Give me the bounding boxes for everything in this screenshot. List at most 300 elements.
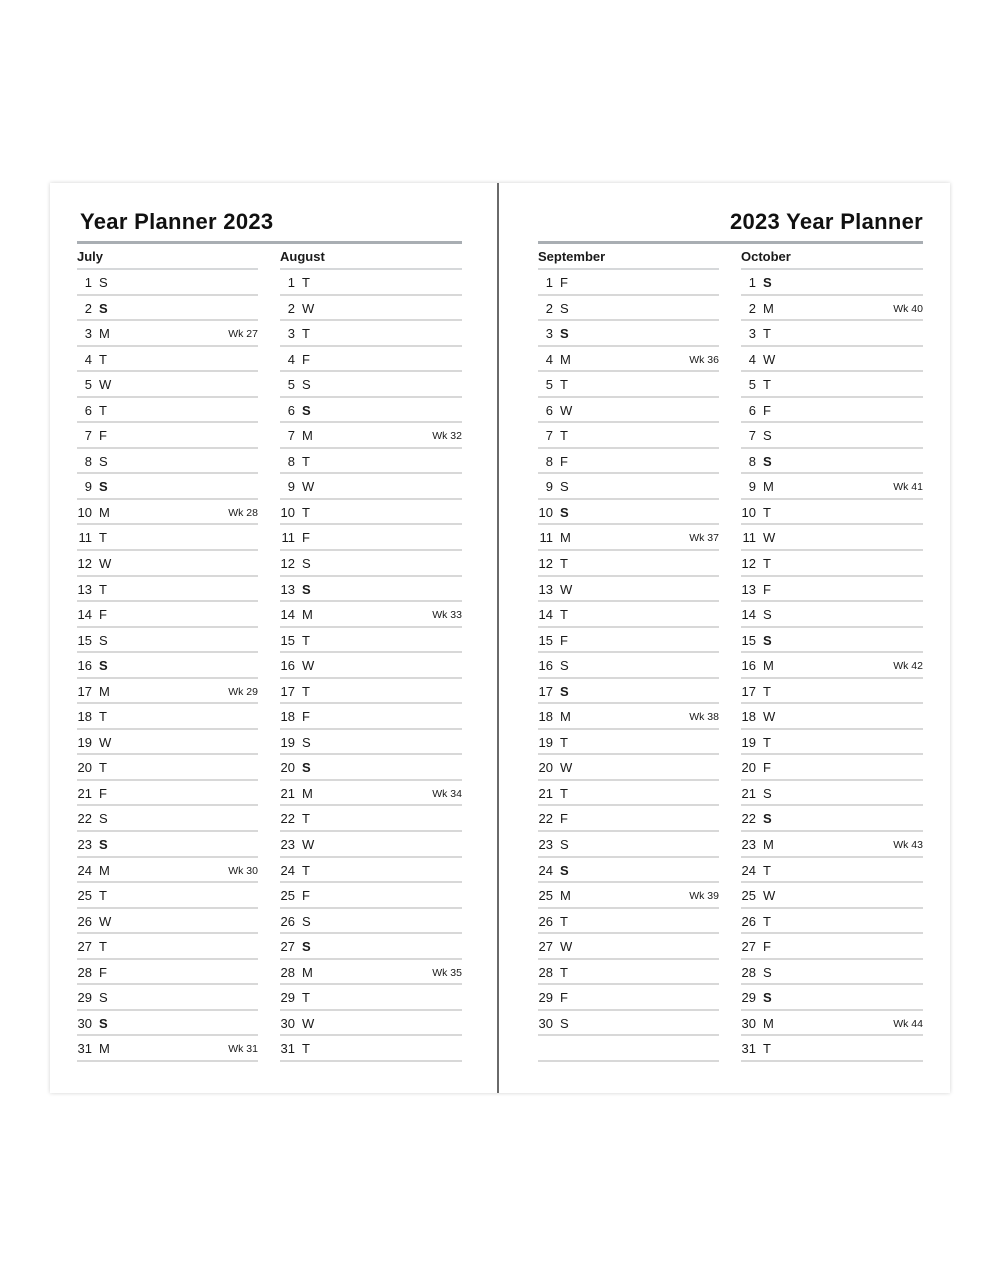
weekday-letter: T bbox=[99, 351, 107, 367]
weekday-letter: M bbox=[302, 964, 313, 980]
day-number: 9 bbox=[287, 479, 295, 495]
weekday-letter: W bbox=[763, 351, 776, 367]
weekday-letter: W bbox=[763, 888, 776, 904]
day-row bbox=[77, 577, 258, 603]
day-row bbox=[280, 832, 462, 858]
day-row bbox=[77, 653, 258, 679]
weekday-letter: S bbox=[99, 453, 108, 469]
day-row bbox=[741, 347, 923, 373]
day-row bbox=[77, 372, 258, 398]
day-number: 9 bbox=[84, 479, 92, 495]
day-number: 29 bbox=[741, 990, 756, 1006]
weekday-letter: M bbox=[763, 300, 774, 316]
day-number: 31 bbox=[741, 1041, 756, 1057]
day-number: 11 bbox=[281, 530, 295, 546]
day-row bbox=[280, 985, 462, 1011]
weekday-letter: W bbox=[99, 913, 112, 929]
day-number: 19 bbox=[538, 734, 553, 750]
weekday-letter: S bbox=[99, 990, 108, 1006]
weekday-letter: W bbox=[302, 479, 315, 495]
day-row bbox=[280, 347, 462, 373]
week-number: Wk 34 bbox=[432, 787, 462, 800]
day-number: 25 bbox=[77, 888, 92, 904]
day-row bbox=[280, 1036, 462, 1062]
weekday-letter: M bbox=[560, 351, 571, 367]
week-number: Wk 31 bbox=[228, 1043, 258, 1056]
day-number: 5 bbox=[545, 377, 553, 393]
weekday-letter: T bbox=[560, 734, 568, 750]
day-number: 3 bbox=[84, 326, 92, 342]
weekday-letter: F bbox=[99, 964, 107, 980]
month-heading: September bbox=[538, 244, 719, 270]
day-row bbox=[538, 832, 719, 858]
day-row bbox=[77, 551, 258, 577]
day-row bbox=[280, 858, 462, 884]
week-number: Wk 40 bbox=[893, 302, 923, 315]
day-number: 2 bbox=[748, 300, 756, 316]
day-number: 13 bbox=[280, 581, 295, 597]
day-row bbox=[77, 806, 258, 832]
day-row bbox=[77, 474, 258, 500]
weekday-letter: S bbox=[302, 402, 311, 418]
day-number: 2 bbox=[84, 300, 92, 316]
day-row bbox=[741, 960, 923, 986]
weekday-letter: F bbox=[560, 275, 568, 290]
day-row bbox=[741, 806, 923, 832]
weekday-letter: M bbox=[763, 1015, 774, 1031]
weekday-letter: T bbox=[763, 326, 771, 342]
day-number: 27 bbox=[538, 939, 553, 955]
day-number: 14 bbox=[538, 607, 553, 623]
day-row bbox=[741, 525, 923, 551]
day-row bbox=[538, 960, 719, 986]
day-number: 25 bbox=[538, 888, 553, 904]
day-number: 21 bbox=[538, 785, 553, 801]
weekday-letter: F bbox=[99, 607, 107, 623]
weekday-letter: T bbox=[763, 734, 771, 750]
day-number: 7 bbox=[84, 428, 92, 444]
day-number: 20 bbox=[280, 760, 295, 776]
week-number: Wk 36 bbox=[689, 353, 719, 366]
day-row bbox=[741, 500, 923, 526]
weekday-letter: S bbox=[560, 504, 569, 520]
day-row bbox=[280, 781, 462, 807]
day-number: 9 bbox=[545, 479, 553, 495]
day-row bbox=[280, 730, 462, 756]
weekday-letter: T bbox=[763, 683, 771, 699]
day-row bbox=[741, 704, 923, 730]
day-row bbox=[77, 525, 258, 551]
weekday-letter: T bbox=[302, 862, 310, 878]
day-row bbox=[77, 909, 258, 935]
day-number: 30 bbox=[280, 1015, 295, 1031]
day-row bbox=[741, 270, 923, 296]
day-row bbox=[280, 296, 462, 322]
weekday-letter: T bbox=[763, 504, 771, 520]
day-row bbox=[77, 832, 258, 858]
weekday-letter: T bbox=[763, 862, 771, 878]
day-row bbox=[280, 755, 462, 781]
day-number: 13 bbox=[77, 581, 92, 597]
day-number: 30 bbox=[77, 1015, 92, 1031]
day-row bbox=[280, 704, 462, 730]
weekday-letter: W bbox=[99, 377, 112, 393]
day-row bbox=[77, 985, 258, 1011]
day-row bbox=[538, 372, 719, 398]
week-number: Wk 28 bbox=[228, 506, 258, 519]
day-row bbox=[280, 474, 462, 500]
weekday-letter: M bbox=[99, 683, 110, 699]
weekday-letter: M bbox=[99, 326, 110, 342]
weekday-letter: T bbox=[302, 632, 310, 648]
weekday-letter: M bbox=[763, 837, 774, 853]
day-number: 29 bbox=[77, 990, 92, 1006]
week-number: Wk 35 bbox=[432, 966, 462, 979]
day-row bbox=[77, 679, 258, 705]
day-row bbox=[741, 551, 923, 577]
weekday-letter: W bbox=[763, 709, 776, 725]
day-number: 21 bbox=[280, 785, 295, 801]
day-number: 16 bbox=[741, 658, 756, 674]
day-row bbox=[741, 730, 923, 756]
day-number: 10 bbox=[77, 504, 92, 520]
day-row bbox=[77, 781, 258, 807]
week-number: Wk 37 bbox=[689, 532, 719, 545]
day-number: 2 bbox=[287, 300, 295, 316]
day-row bbox=[280, 883, 462, 909]
day-number: 6 bbox=[287, 402, 295, 418]
day-row bbox=[280, 806, 462, 832]
weekday-letter: S bbox=[763, 811, 772, 827]
day-number: 11 bbox=[78, 530, 92, 546]
day-row bbox=[741, 1036, 923, 1062]
weekday-letter: T bbox=[560, 556, 568, 572]
weekday-letter: S bbox=[763, 275, 772, 290]
day-number: 13 bbox=[741, 581, 756, 597]
day-row bbox=[741, 602, 923, 628]
day-number: 10 bbox=[741, 504, 756, 520]
day-row bbox=[77, 347, 258, 373]
day-number: 24 bbox=[741, 862, 756, 878]
weekday-letter: S bbox=[763, 990, 772, 1006]
day-number: 1 bbox=[748, 275, 756, 290]
day-number: 17 bbox=[538, 683, 553, 699]
weekday-letter: T bbox=[302, 275, 310, 290]
day-row bbox=[77, 858, 258, 884]
day-row bbox=[77, 602, 258, 628]
day-row bbox=[538, 525, 719, 551]
day-number: 15 bbox=[280, 632, 295, 648]
day-row bbox=[538, 270, 719, 296]
day-row bbox=[77, 960, 258, 986]
day-row bbox=[280, 398, 462, 424]
day-number: 26 bbox=[77, 913, 92, 929]
day-row bbox=[538, 730, 719, 756]
weekday-letter: S bbox=[763, 428, 772, 444]
weekday-letter: S bbox=[560, 862, 569, 878]
day-number: 6 bbox=[748, 402, 756, 418]
day-row bbox=[741, 781, 923, 807]
day-row bbox=[741, 985, 923, 1011]
day-row bbox=[538, 449, 719, 475]
weekday-letter: F bbox=[99, 785, 107, 801]
weekday-letter: S bbox=[99, 300, 108, 316]
day-row bbox=[538, 321, 719, 347]
day-number: 14 bbox=[741, 607, 756, 623]
month-heading: July bbox=[77, 244, 258, 270]
day-number: 14 bbox=[77, 607, 92, 623]
day-row bbox=[280, 423, 462, 449]
day-number: 3 bbox=[545, 326, 553, 342]
day-row bbox=[538, 985, 719, 1011]
weekday-letter: S bbox=[302, 581, 311, 597]
weekday-letter: S bbox=[763, 453, 772, 469]
day-number: 19 bbox=[741, 734, 756, 750]
day-row bbox=[280, 449, 462, 475]
day-number: 6 bbox=[84, 402, 92, 418]
weekday-letter: T bbox=[763, 1041, 771, 1057]
day-number: 12 bbox=[77, 556, 92, 572]
weekday-letter: W bbox=[99, 734, 112, 750]
day-number: 10 bbox=[280, 504, 295, 520]
day-number: 5 bbox=[287, 377, 295, 393]
weekday-letter: W bbox=[99, 556, 112, 572]
day-row bbox=[280, 909, 462, 935]
weekday-letter: T bbox=[560, 964, 568, 980]
weekday-letter: W bbox=[560, 939, 573, 955]
day-number: 4 bbox=[84, 351, 92, 367]
day-number: 27 bbox=[741, 939, 756, 955]
day-row bbox=[538, 602, 719, 628]
day-number: 4 bbox=[748, 351, 756, 367]
day-row bbox=[280, 525, 462, 551]
weekday-letter: M bbox=[302, 428, 313, 444]
day-number: 10 bbox=[538, 504, 553, 520]
day-row bbox=[77, 704, 258, 730]
weekday-letter: F bbox=[560, 990, 568, 1006]
day-row bbox=[741, 474, 923, 500]
weekday-letter: F bbox=[763, 581, 771, 597]
weekday-letter: T bbox=[560, 607, 568, 623]
weekday-letter: F bbox=[560, 811, 568, 827]
day-number: 17 bbox=[280, 683, 295, 699]
day-number: 4 bbox=[287, 351, 295, 367]
weekday-letter: F bbox=[302, 530, 310, 546]
day-number: 14 bbox=[280, 607, 295, 623]
day-row bbox=[280, 960, 462, 986]
weekday-letter: M bbox=[763, 658, 774, 674]
weekday-letter: F bbox=[302, 351, 310, 367]
day-number: 27 bbox=[77, 939, 92, 955]
day-row bbox=[741, 449, 923, 475]
weekday-letter: S bbox=[302, 556, 311, 572]
day-number: 12 bbox=[280, 556, 295, 572]
weekday-letter: T bbox=[99, 530, 107, 546]
day-number: 11 bbox=[742, 530, 756, 546]
week-number: Wk 33 bbox=[432, 609, 462, 622]
weekday-letter: S bbox=[560, 837, 569, 853]
day-row bbox=[538, 1011, 719, 1037]
weekday-letter: S bbox=[560, 683, 569, 699]
day-number: 6 bbox=[545, 402, 553, 418]
weekday-letter: T bbox=[99, 760, 107, 776]
day-number: 13 bbox=[538, 581, 553, 597]
day-number: 12 bbox=[741, 556, 756, 572]
day-number: 20 bbox=[741, 760, 756, 776]
week-number: Wk 32 bbox=[432, 430, 462, 443]
weekday-letter: F bbox=[99, 428, 107, 444]
weekday-letter: T bbox=[302, 683, 310, 699]
page-title: 2023 Year Planner bbox=[729, 209, 923, 234]
day-number: 30 bbox=[741, 1015, 756, 1031]
day-number: 26 bbox=[538, 913, 553, 929]
weekday-letter: W bbox=[302, 1015, 315, 1031]
day-number: 24 bbox=[77, 862, 92, 878]
weekday-letter: T bbox=[99, 581, 107, 597]
weekday-letter: M bbox=[560, 888, 571, 904]
day-row bbox=[77, 398, 258, 424]
day-row bbox=[280, 679, 462, 705]
day-row bbox=[741, 653, 923, 679]
day-number: 1 bbox=[84, 275, 92, 290]
day-row bbox=[741, 372, 923, 398]
weekday-letter: S bbox=[99, 658, 108, 674]
weekday-letter: S bbox=[99, 837, 108, 853]
week-number: Wk 38 bbox=[689, 711, 719, 724]
week-number: Wk 42 bbox=[893, 660, 923, 673]
day-number: 18 bbox=[280, 709, 295, 725]
weekday-letter: W bbox=[302, 837, 315, 853]
day-row bbox=[538, 423, 719, 449]
weekday-letter: F bbox=[302, 709, 310, 725]
day-number: 21 bbox=[77, 785, 92, 801]
weekday-letter: W bbox=[302, 658, 315, 674]
day-number: 2 bbox=[545, 300, 553, 316]
day-row bbox=[77, 270, 258, 296]
day-row bbox=[538, 577, 719, 603]
weekday-letter: S bbox=[560, 326, 569, 342]
week-number: Wk 29 bbox=[228, 685, 258, 698]
day-row bbox=[77, 449, 258, 475]
day-number: 24 bbox=[538, 862, 553, 878]
weekday-letter: F bbox=[302, 888, 310, 904]
weekday-letter: M bbox=[302, 785, 313, 801]
day-row bbox=[77, 934, 258, 960]
weekday-letter: S bbox=[302, 377, 311, 393]
day-row bbox=[538, 755, 719, 781]
day-row bbox=[741, 423, 923, 449]
day-number: 5 bbox=[748, 377, 756, 393]
day-row bbox=[741, 934, 923, 960]
day-row bbox=[538, 858, 719, 884]
weekday-letter: F bbox=[560, 453, 568, 469]
day-number: 17 bbox=[741, 683, 756, 699]
weekday-letter: S bbox=[99, 275, 108, 290]
day-number: 7 bbox=[748, 428, 756, 444]
day-number: 23 bbox=[538, 837, 553, 853]
month-heading: August bbox=[280, 244, 462, 270]
day-number: 22 bbox=[77, 811, 92, 827]
weekday-letter: M bbox=[560, 709, 571, 725]
day-number: 3 bbox=[287, 326, 295, 342]
day-row bbox=[741, 398, 923, 424]
weekday-letter: M bbox=[560, 530, 571, 546]
weekday-letter: S bbox=[763, 785, 772, 801]
weekday-letter: S bbox=[99, 811, 108, 827]
weekday-letter: M bbox=[763, 479, 774, 495]
day-row bbox=[280, 372, 462, 398]
day-row bbox=[538, 781, 719, 807]
day-number: 22 bbox=[741, 811, 756, 827]
week-number: Wk 44 bbox=[893, 1017, 923, 1030]
day-row bbox=[741, 858, 923, 884]
day-number: 24 bbox=[280, 862, 295, 878]
weekday-letter: T bbox=[99, 402, 107, 418]
day-row bbox=[280, 551, 462, 577]
weekday-letter: S bbox=[560, 479, 569, 495]
day-row bbox=[280, 653, 462, 679]
day-number: 9 bbox=[748, 479, 756, 495]
day-number: 29 bbox=[280, 990, 295, 1006]
day-row bbox=[538, 883, 719, 909]
day-row bbox=[538, 934, 719, 960]
day-row bbox=[741, 296, 923, 322]
weekday-letter: T bbox=[99, 888, 107, 904]
day-number: 16 bbox=[280, 658, 295, 674]
day-row bbox=[77, 321, 258, 347]
day-row bbox=[77, 423, 258, 449]
day-number: 23 bbox=[280, 837, 295, 853]
day-row bbox=[77, 500, 258, 526]
day-number: 8 bbox=[84, 453, 92, 469]
day-number: 18 bbox=[538, 709, 553, 725]
page-gutter-divider bbox=[497, 183, 499, 1093]
weekday-letter: F bbox=[560, 632, 568, 648]
day-number: 19 bbox=[280, 734, 295, 750]
left-page bbox=[77, 183, 462, 1093]
month-heading: October bbox=[741, 244, 923, 270]
day-number: 28 bbox=[538, 964, 553, 980]
week-number: Wk 41 bbox=[893, 481, 923, 494]
day-row bbox=[538, 653, 719, 679]
day-number: 12 bbox=[538, 556, 553, 572]
week-number: Wk 43 bbox=[893, 839, 923, 852]
day-number: 20 bbox=[538, 760, 553, 776]
day-number: 28 bbox=[280, 964, 295, 980]
weekday-letter: S bbox=[302, 913, 311, 929]
weekday-letter: T bbox=[302, 453, 310, 469]
weekday-letter: M bbox=[302, 607, 313, 623]
day-number: 1 bbox=[287, 275, 295, 290]
day-row bbox=[280, 321, 462, 347]
day-number: 8 bbox=[545, 453, 553, 469]
day-number: 16 bbox=[538, 658, 553, 674]
weekday-letter: S bbox=[302, 734, 311, 750]
day-number: 17 bbox=[77, 683, 92, 699]
day-row bbox=[280, 602, 462, 628]
weekday-letter: T bbox=[302, 1041, 310, 1057]
day-row bbox=[280, 1011, 462, 1037]
day-row bbox=[538, 679, 719, 705]
weekday-letter: W bbox=[560, 581, 573, 597]
day-number: 8 bbox=[748, 453, 756, 469]
day-number: 31 bbox=[280, 1041, 295, 1057]
day-row bbox=[77, 1011, 258, 1037]
weekday-letter: F bbox=[763, 939, 771, 955]
day-number: 23 bbox=[77, 837, 92, 853]
day-number: 15 bbox=[77, 632, 92, 648]
day-row bbox=[538, 704, 719, 730]
